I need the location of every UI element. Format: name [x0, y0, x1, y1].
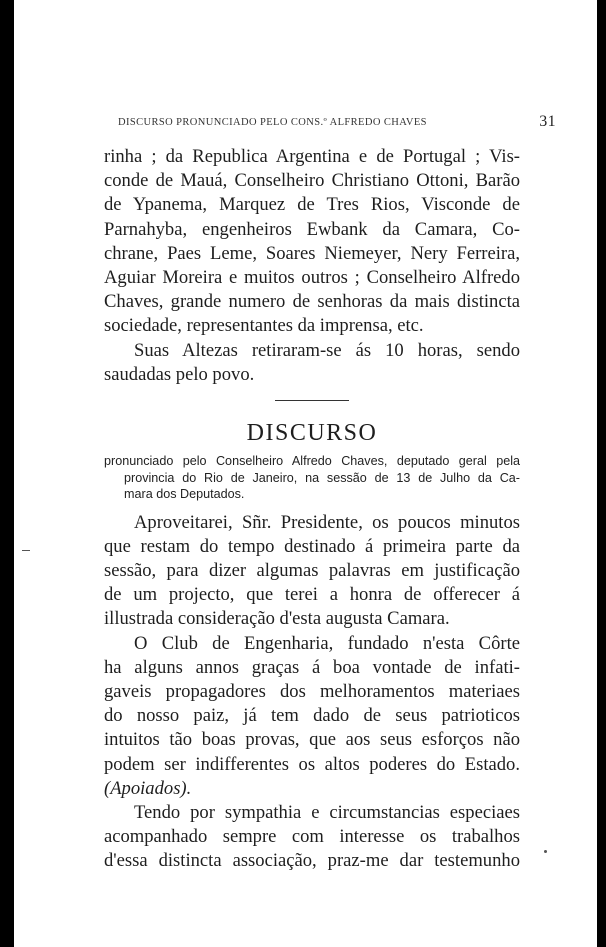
speech-paragraph-3	[104, 801, 520, 874]
text-line: de um projecto, que terei a honra de offerecer á	[104, 584, 520, 606]
text-line: chrane, Paes Leme, Soares Niemeyer, Nery Ferreira,	[104, 242, 520, 264]
text-line: O Club de Engenharia, fundado n'esta Côrte	[134, 632, 520, 654]
text-line: gaveis propagadores dos melhoramentos materiaes	[104, 680, 520, 702]
text-line: podem ser indifferentes os altos poderes do Estado.	[104, 753, 520, 775]
text-line: que restam do tempo destinado á primeira parte da	[104, 535, 520, 557]
text-line: rinha ; da Republica Argentina e de Portugal ; Vis-	[104, 146, 520, 167]
page-text	[104, 145, 520, 874]
running-title: DISCURSO PRONUNCIADO PELO CONS.º ALFREDO CHAVES	[118, 117, 427, 128]
text-line: Parnahyba, engenheiros Ewbank da Camara, Co-	[104, 218, 520, 240]
text-line: Aguiar Moreira e muitos outros ; Conselheiro Alfredo	[104, 267, 520, 289]
text-line: de Ypanema, Marquez de Tres Rios, Visconde de	[104, 194, 520, 216]
speech-paragraph-2	[104, 632, 520, 801]
section-title: DISCURSO	[246, 420, 378, 447]
running-header	[118, 113, 556, 130]
applause-note: (Apoiados).	[104, 777, 192, 799]
ink-dot	[544, 850, 547, 853]
text-line: saudadas pelo povo.	[104, 363, 255, 385]
text-line: conde de Mauá, Conselheiro Christiano Ottoni, Barão	[104, 170, 520, 192]
summary-line: pronunciado pelo Conselheiro Alfredo Chaves, deputado geral pela	[104, 454, 520, 469]
page-number: 31	[539, 113, 556, 130]
text-line: illustrada consideração d'esta augusta Camara.	[104, 608, 450, 630]
summary-line: mara dos Deputados.	[124, 487, 245, 502]
text-line: do nosso paiz, já tem dado de seus patrioticos	[104, 705, 520, 727]
text-line: ha alguns annos graças á boa vontade de infati-	[104, 656, 520, 678]
text-line: sessão, para dizer algumas palavras em justificação	[104, 559, 520, 581]
speech-paragraph-1	[104, 511, 520, 632]
book-page	[14, 0, 597, 947]
text-line: Chaves, grande numero de senhoras da mais distincta	[104, 291, 520, 313]
summary-line: provincia do Rio de Janeiro, na sessão de 13 de Julho da Ca-	[124, 470, 520, 485]
text-line: Aproveitarei, Sñr. Presidente, os poucos minutos	[134, 511, 520, 533]
text-line: sociedade, representantes da imprensa, etc.	[104, 315, 424, 337]
section-divider	[275, 400, 349, 401]
intro-paragraph	[104, 145, 520, 339]
text-line: d'essa distincta associação, praz-me dar testemunho	[104, 850, 520, 872]
margin-mark	[22, 550, 30, 551]
speech-summary	[104, 453, 520, 503]
closing-paragraph	[104, 339, 520, 387]
text-line: acompanhado sempre com interesse os trabalhos	[104, 826, 520, 848]
text-line: Suas Altezas retiraram-se ás 10 horas, sendo	[134, 339, 520, 361]
text-line: Tendo por sympathia e circumstancias especiaes	[134, 801, 520, 823]
text-line: intuitos tão boas provas, que aos seus esforços não	[104, 729, 520, 751]
